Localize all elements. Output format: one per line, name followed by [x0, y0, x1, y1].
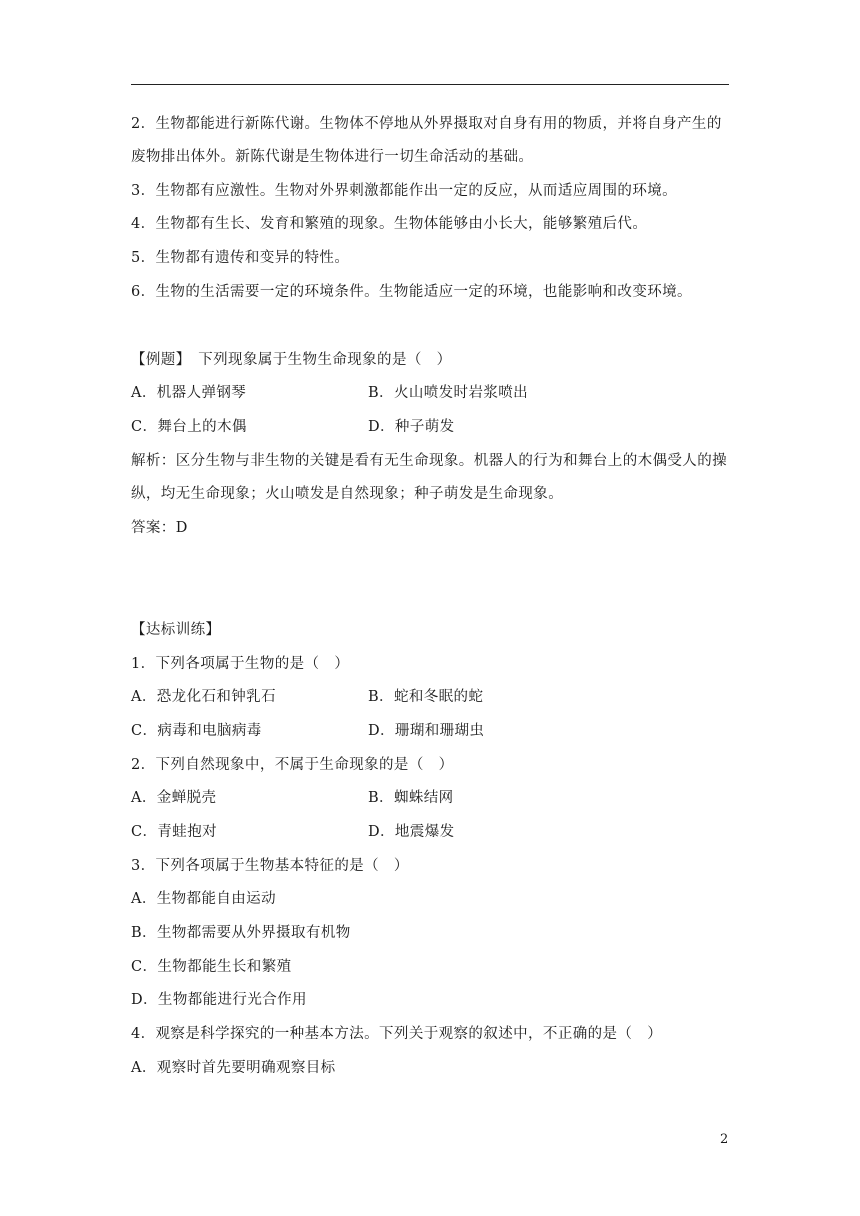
example-analysis-line-2: 纵，均无生命现象；火山喷发是自然现象；种子萌发是生命现象。	[131, 486, 564, 502]
q4-question: 4．观察是科学探究的一种基本方法。下列关于观察的叙述中，不正确的是（ ）	[131, 1026, 663, 1042]
q2-option-c: C．青蛙抱对	[131, 824, 217, 840]
q2-option-d: D．地震爆发	[368, 824, 455, 840]
intro-line-4: 4．生物都有生长、发育和繁殖的现象。生物体能够由小长大，能够繁殖后代。	[131, 216, 648, 232]
example-analysis-line-1: 解析：区分生物与非生物的关键是看有无生命现象。机器人的行为和舞台上的木偶受人的操	[131, 453, 727, 469]
q1-option-b: B．蛇和冬眠的蛇	[368, 689, 484, 705]
example-option-a: A．机器人弹钢琴	[131, 385, 247, 401]
q1-option-c: C．病毒和电脑病毒	[131, 723, 262, 739]
q3-option-d: D．生物都能进行光合作用	[131, 992, 307, 1008]
example-option-c: C．舞台上的木偶	[131, 419, 247, 435]
example-option-d: D．种子萌发	[368, 419, 455, 435]
q2-option-b: B．蜘蛛结网	[368, 790, 454, 806]
q1-option-d: D．珊瑚和珊瑚虫	[368, 723, 485, 739]
intro-line-1: 2．生物都能进行新陈代谢。生物体不停地从外界摄取对自身有用的物质，并将自身产生的	[131, 116, 722, 132]
intro-line-5: 5．生物都有遗传和变异的特性。	[131, 250, 350, 266]
q3-option-a: A．生物都能自由运动	[131, 891, 276, 907]
intro-line-6: 6．生物的生活需要一定的环境条件。生物能适应一定的环境，也能影响和改变环境。	[131, 284, 692, 300]
intro-line-2: 废物排出体外。新陈代谢是生物体进行一切生命活动的基础。	[131, 149, 534, 165]
q3-question: 3．下列各项属于生物基本特征的是（ ）	[131, 858, 409, 874]
header-rule	[131, 84, 729, 85]
example-option-b: B．火山喷发时岩浆喷出	[368, 385, 529, 401]
q2-question: 2．下列自然现象中，不属于生命现象的是（ ）	[131, 757, 454, 773]
page-number: 2	[720, 1132, 729, 1147]
q1-question: 1．下列各项属于生物的是（ ）	[131, 656, 350, 672]
q2-option-a: A．金蝉脱壳	[131, 790, 217, 806]
q4-option-a: A．观察时首先要明确观察目标	[131, 1060, 336, 1076]
q3-option-b: B．生物都需要从外界摄取有机物	[131, 925, 351, 941]
example-answer: 答案：D	[131, 520, 188, 536]
q1-option-a: A．恐龙化石和钟乳石	[131, 689, 276, 705]
exercises-heading: 【达标训练】	[131, 622, 221, 638]
example-question: 【例题】 下列现象属于生物生命现象的是（ ）	[131, 352, 452, 368]
intro-line-3: 3．生物都有应激性。生物对外界刺激都能作出一定的反应，从而适应周围的环境。	[131, 183, 678, 199]
q3-option-c: C．生物都能生长和繁殖	[131, 959, 292, 975]
